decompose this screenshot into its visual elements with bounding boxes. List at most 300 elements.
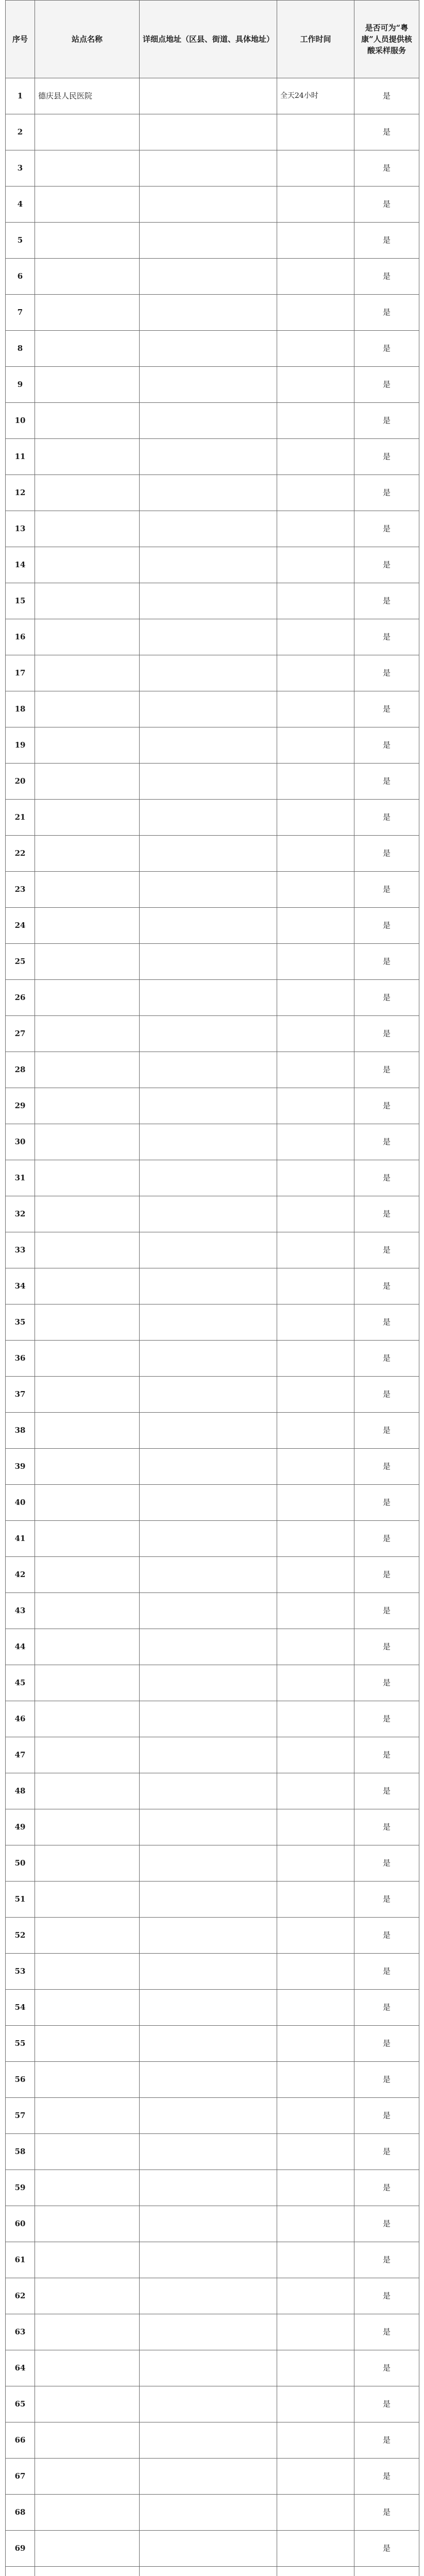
working-hours	[277, 367, 354, 403]
site-address	[140, 691, 277, 727]
yuekang-service-flag: 是	[354, 1701, 419, 1737]
yuekang-service-flag: 是	[354, 511, 419, 547]
yuekang-service-flag: 是	[354, 2242, 419, 2278]
site-address	[140, 583, 277, 619]
site-name	[35, 655, 140, 691]
table-row	[6, 2531, 419, 2567]
working-hours	[277, 403, 354, 439]
working-hours	[277, 836, 354, 872]
site-address	[140, 1629, 277, 1665]
working-hours	[277, 980, 354, 1016]
working-hours	[277, 872, 354, 908]
table-row	[6, 2242, 419, 2278]
table-row	[6, 150, 419, 187]
row-number: 65	[6, 2386, 35, 2422]
row-number: 41	[6, 1521, 35, 1557]
row-number: 63	[6, 2314, 35, 2350]
site-name	[35, 2098, 140, 2134]
site-name	[35, 187, 140, 223]
table-row	[6, 2314, 419, 2350]
table-row	[6, 2026, 419, 2062]
table-row	[6, 655, 419, 691]
table-row	[6, 2422, 419, 2459]
site-address	[140, 2206, 277, 2242]
working-hours	[277, 331, 354, 367]
site-name	[35, 2026, 140, 2062]
row-number: 32	[6, 1196, 35, 1232]
table-row	[6, 1954, 419, 1990]
col-header-num: 序号	[6, 1, 35, 78]
working-hours	[277, 2206, 354, 2242]
site-name	[35, 1918, 140, 1954]
yuekang-service-flag: 是	[354, 1485, 419, 1521]
yuekang-service-flag: 是	[354, 187, 419, 223]
site-name	[35, 439, 140, 475]
row-number: 54	[6, 1990, 35, 2026]
site-address	[140, 2098, 277, 2134]
table-row	[6, 1377, 419, 1413]
table-row	[6, 1809, 419, 1845]
row-number: 18	[6, 691, 35, 727]
row-number: 14	[6, 547, 35, 583]
row-number: 26	[6, 980, 35, 1016]
site-address	[140, 259, 277, 295]
working-hours	[277, 2026, 354, 2062]
site-name	[35, 547, 140, 583]
row-number: 50	[6, 1845, 35, 1882]
site-name	[35, 2459, 140, 2495]
yuekang-service-flag: 是	[354, 800, 419, 836]
site-name	[35, 475, 140, 511]
row-number: 7	[6, 295, 35, 331]
row-number: 25	[6, 944, 35, 980]
working-hours	[277, 2278, 354, 2314]
site-address	[140, 295, 277, 331]
site-address	[140, 1665, 277, 1701]
table-row	[6, 1557, 419, 1593]
table-row	[6, 331, 419, 367]
table-row	[6, 1268, 419, 1304]
working-hours	[277, 511, 354, 547]
site-name	[35, 836, 140, 872]
site-address	[140, 1737, 277, 1773]
working-hours	[277, 2567, 354, 2576]
site-name	[35, 1413, 140, 1449]
site-address	[140, 2242, 277, 2278]
table-row	[6, 1052, 419, 1088]
site-name	[35, 727, 140, 764]
row-number: 38	[6, 1413, 35, 1449]
table-row	[6, 547, 419, 583]
site-name	[35, 223, 140, 259]
row-number: 64	[6, 2350, 35, 2386]
site-address	[140, 1990, 277, 2026]
yuekang-service-flag: 是	[354, 619, 419, 655]
site-name	[35, 1990, 140, 2026]
site-name	[35, 1845, 140, 1882]
site-name	[35, 619, 140, 655]
row-number: 52	[6, 1918, 35, 1954]
yuekang-service-flag: 是	[354, 439, 419, 475]
site-name	[35, 295, 140, 331]
site-address	[140, 2459, 277, 2495]
yuekang-service-flag: 是	[354, 367, 419, 403]
site-address	[140, 1882, 277, 1918]
working-hours	[277, 1232, 354, 1268]
col-header-name: 站点名称	[35, 1, 140, 78]
working-hours	[277, 1593, 354, 1629]
working-hours	[277, 1052, 354, 1088]
yuekang-service-flag: 是	[354, 1809, 419, 1845]
table-row	[6, 2134, 419, 2170]
table-row	[6, 1737, 419, 1773]
table-row	[6, 475, 419, 511]
table-row	[6, 944, 419, 980]
site-address	[140, 800, 277, 836]
working-hours	[277, 187, 354, 223]
row-number: 34	[6, 1268, 35, 1304]
site-name	[35, 2567, 140, 2576]
row-number: 58	[6, 2134, 35, 2170]
site-name	[35, 1016, 140, 1052]
site-address	[140, 331, 277, 367]
site-name	[35, 1773, 140, 1809]
row-number: 28	[6, 1052, 35, 1088]
site-name	[35, 2386, 140, 2422]
working-hours	[277, 1954, 354, 1990]
site-address	[140, 439, 277, 475]
table-row	[6, 1160, 419, 1196]
site-address	[140, 1377, 277, 1413]
working-hours	[277, 1737, 354, 1773]
working-hours	[277, 1377, 354, 1413]
site-address	[140, 1268, 277, 1304]
row-number: 61	[6, 2242, 35, 2278]
working-hours	[277, 2098, 354, 2134]
working-hours	[277, 1845, 354, 1882]
yuekang-service-flag: 是	[354, 1990, 419, 2026]
table-row	[6, 1918, 419, 1954]
table-row	[6, 1088, 419, 1124]
yuekang-service-flag: 是	[354, 78, 419, 114]
site-name	[35, 2314, 140, 2350]
site-name	[35, 908, 140, 944]
row-number: 31	[6, 1160, 35, 1196]
site-address	[140, 1773, 277, 1809]
table-row	[6, 403, 419, 439]
site-address	[140, 475, 277, 511]
site-name	[35, 1701, 140, 1737]
table-row	[6, 2567, 419, 2576]
table-row	[6, 2278, 419, 2314]
table-row	[6, 2350, 419, 2386]
yuekang-service-flag: 是	[354, 114, 419, 150]
site-address	[140, 1918, 277, 1954]
working-hours	[277, 439, 354, 475]
working-hours	[277, 2350, 354, 2386]
table-row	[6, 367, 419, 403]
yuekang-service-flag: 是	[354, 1954, 419, 1990]
working-hours	[277, 619, 354, 655]
table-row	[6, 1521, 419, 1557]
row-number: 40	[6, 1485, 35, 1521]
yuekang-service-flag: 是	[354, 547, 419, 583]
site-name	[35, 150, 140, 187]
sampling-site-table-page	[5, 0, 419, 2576]
site-name	[35, 583, 140, 619]
row-number: 10	[6, 403, 35, 439]
site-address	[140, 2531, 277, 2567]
working-hours	[277, 691, 354, 727]
site-name	[35, 1665, 140, 1701]
working-hours	[277, 1990, 354, 2026]
row-number: 59	[6, 2170, 35, 2206]
site-address	[140, 2278, 277, 2314]
site-name	[35, 2278, 140, 2314]
row-number: 67	[6, 2459, 35, 2495]
site-name	[35, 1954, 140, 1990]
yuekang-service-flag: 是	[354, 980, 419, 1016]
working-hours	[277, 1088, 354, 1124]
table-row	[6, 1485, 419, 1521]
site-address	[140, 2026, 277, 2062]
yuekang-service-flag: 是	[354, 1232, 419, 1268]
site-address	[140, 1701, 277, 1737]
working-hours	[277, 727, 354, 764]
row-number: 1	[6, 78, 35, 114]
row-number: 44	[6, 1629, 35, 1665]
site-address	[140, 1954, 277, 1990]
working-hours	[277, 2422, 354, 2459]
site-address	[140, 1196, 277, 1232]
row-number: 11	[6, 439, 35, 475]
row-number: 17	[6, 655, 35, 691]
working-hours	[277, 1701, 354, 1737]
working-hours	[277, 655, 354, 691]
site-name	[35, 2062, 140, 2098]
site-name	[35, 1882, 140, 1918]
table-row	[6, 583, 419, 619]
yuekang-service-flag: 是	[354, 1882, 419, 1918]
table-row	[6, 1449, 419, 1485]
yuekang-service-flag: 是	[354, 1773, 419, 1809]
table-row	[6, 114, 419, 150]
site-name	[35, 2242, 140, 2278]
yuekang-service-flag: 是	[354, 1304, 419, 1341]
working-hours	[277, 2459, 354, 2495]
sampling-sites-table	[5, 0, 419, 2576]
site-address	[140, 1341, 277, 1377]
yuekang-service-flag: 是	[354, 1629, 419, 1665]
table-row	[6, 2495, 419, 2531]
site-name	[35, 2350, 140, 2386]
site-name	[35, 367, 140, 403]
yuekang-service-flag: 是	[354, 655, 419, 691]
yuekang-service-flag: 是	[354, 1918, 419, 1954]
site-name	[35, 1196, 140, 1232]
working-hours	[277, 259, 354, 295]
yuekang-service-flag: 是	[354, 2459, 419, 2495]
row-number: 42	[6, 1557, 35, 1593]
site-address	[140, 1052, 277, 1088]
col-header-hours: 工作时间	[277, 1, 354, 78]
site-address	[140, 2422, 277, 2459]
yuekang-service-flag: 是	[354, 1665, 419, 1701]
yuekang-service-flag: 是	[354, 2495, 419, 2531]
table-row	[6, 764, 419, 800]
table-row	[6, 511, 419, 547]
table-row	[6, 691, 419, 727]
site-name	[35, 114, 140, 150]
working-hours	[277, 1773, 354, 1809]
row-number: 16	[6, 619, 35, 655]
site-address	[140, 1449, 277, 1485]
site-address	[140, 187, 277, 223]
row-number: 49	[6, 1809, 35, 1845]
row-number: 4	[6, 187, 35, 223]
table-row	[6, 727, 419, 764]
yuekang-service-flag: 是	[354, 1377, 419, 1413]
row-number: 29	[6, 1088, 35, 1124]
site-address	[140, 2495, 277, 2531]
working-hours	[277, 800, 354, 836]
working-hours	[277, 2134, 354, 2170]
working-hours	[277, 223, 354, 259]
row-number: 8	[6, 331, 35, 367]
site-name	[35, 691, 140, 727]
site-name	[35, 259, 140, 295]
site-address	[140, 1809, 277, 1845]
working-hours	[277, 475, 354, 511]
table-body	[6, 78, 419, 2576]
table-row	[6, 1124, 419, 1160]
row-number: 37	[6, 1377, 35, 1413]
site-address	[140, 1160, 277, 1196]
site-address	[140, 1232, 277, 1268]
working-hours	[277, 1882, 354, 1918]
yuekang-service-flag: 是	[354, 764, 419, 800]
site-address	[140, 1521, 277, 1557]
yuekang-service-flag: 是	[354, 403, 419, 439]
row-number: 66	[6, 2422, 35, 2459]
working-hours	[277, 2314, 354, 2350]
yuekang-service-flag: 是	[354, 2134, 419, 2170]
row-number: 22	[6, 836, 35, 872]
yuekang-service-flag: 是	[354, 1196, 419, 1232]
site-address	[140, 1557, 277, 1593]
table-row	[6, 78, 419, 114]
site-address	[140, 2134, 277, 2170]
yuekang-service-flag: 是	[354, 1088, 419, 1124]
site-address	[140, 2567, 277, 2576]
site-address	[140, 1593, 277, 1629]
yuekang-service-flag: 是	[354, 1016, 419, 1052]
yuekang-service-flag: 是	[354, 1124, 419, 1160]
row-number: 23	[6, 872, 35, 908]
table-row	[6, 872, 419, 908]
site-address	[140, 78, 277, 114]
yuekang-service-flag: 是	[354, 908, 419, 944]
site-address	[140, 619, 277, 655]
site-address	[140, 2350, 277, 2386]
site-name	[35, 980, 140, 1016]
site-name	[35, 1629, 140, 1665]
table-row	[6, 1593, 419, 1629]
site-name	[35, 1088, 140, 1124]
yuekang-service-flag: 是	[354, 2422, 419, 2459]
working-hours	[277, 1268, 354, 1304]
site-address	[140, 1088, 277, 1124]
row-number: 35	[6, 1304, 35, 1341]
site-name	[35, 1124, 140, 1160]
row-number: 68	[6, 2495, 35, 2531]
yuekang-service-flag: 是	[354, 2531, 419, 2567]
col-header-yuekang: 是否可为“粤康”人员提供核酸采样服务	[354, 1, 419, 78]
yuekang-service-flag: 是	[354, 1160, 419, 1196]
table-row	[6, 1341, 419, 1377]
yuekang-service-flag: 是	[354, 1413, 419, 1449]
row-number: 43	[6, 1593, 35, 1629]
row-number: 12	[6, 475, 35, 511]
site-name	[35, 2134, 140, 2170]
col-header-address: 详细点地址（区县、街道、具体地址）	[140, 1, 277, 78]
site-name	[35, 1737, 140, 1773]
site-address	[140, 1485, 277, 1521]
site-address	[140, 1413, 277, 1449]
site-name	[35, 1377, 140, 1413]
yuekang-service-flag: 是	[354, 1341, 419, 1377]
working-hours	[277, 1629, 354, 1665]
row-number	[6, 2567, 35, 2576]
site-name	[35, 331, 140, 367]
yuekang-service-flag: 是	[354, 1052, 419, 1088]
row-number: 46	[6, 1701, 35, 1737]
working-hours	[277, 1124, 354, 1160]
site-address	[140, 150, 277, 187]
yuekang-service-flag: 是	[354, 691, 419, 727]
site-name	[35, 1521, 140, 1557]
working-hours	[277, 2170, 354, 2206]
site-name	[35, 2495, 140, 2531]
site-name	[35, 1268, 140, 1304]
site-name	[35, 1304, 140, 1341]
site-name	[35, 1557, 140, 1593]
table-row	[6, 1773, 419, 1809]
table-row	[6, 1413, 419, 1449]
row-number: 55	[6, 2026, 35, 2062]
yuekang-service-flag: 是	[354, 1845, 419, 1882]
row-number: 3	[6, 150, 35, 187]
row-number: 51	[6, 1882, 35, 1918]
site-address	[140, 1016, 277, 1052]
working-hours	[277, 944, 354, 980]
yuekang-service-flag: 是	[354, 259, 419, 295]
row-number: 56	[6, 2062, 35, 2098]
working-hours	[277, 908, 354, 944]
yuekang-service-flag: 是	[354, 223, 419, 259]
table-row	[6, 1701, 419, 1737]
working-hours	[277, 1485, 354, 1521]
site-address	[140, 764, 277, 800]
table-row	[6, 439, 419, 475]
working-hours	[277, 764, 354, 800]
working-hours	[277, 2495, 354, 2531]
site-address	[140, 944, 277, 980]
working-hours	[277, 1341, 354, 1377]
working-hours	[277, 1449, 354, 1485]
table-row	[6, 2206, 419, 2242]
table-row	[6, 619, 419, 655]
